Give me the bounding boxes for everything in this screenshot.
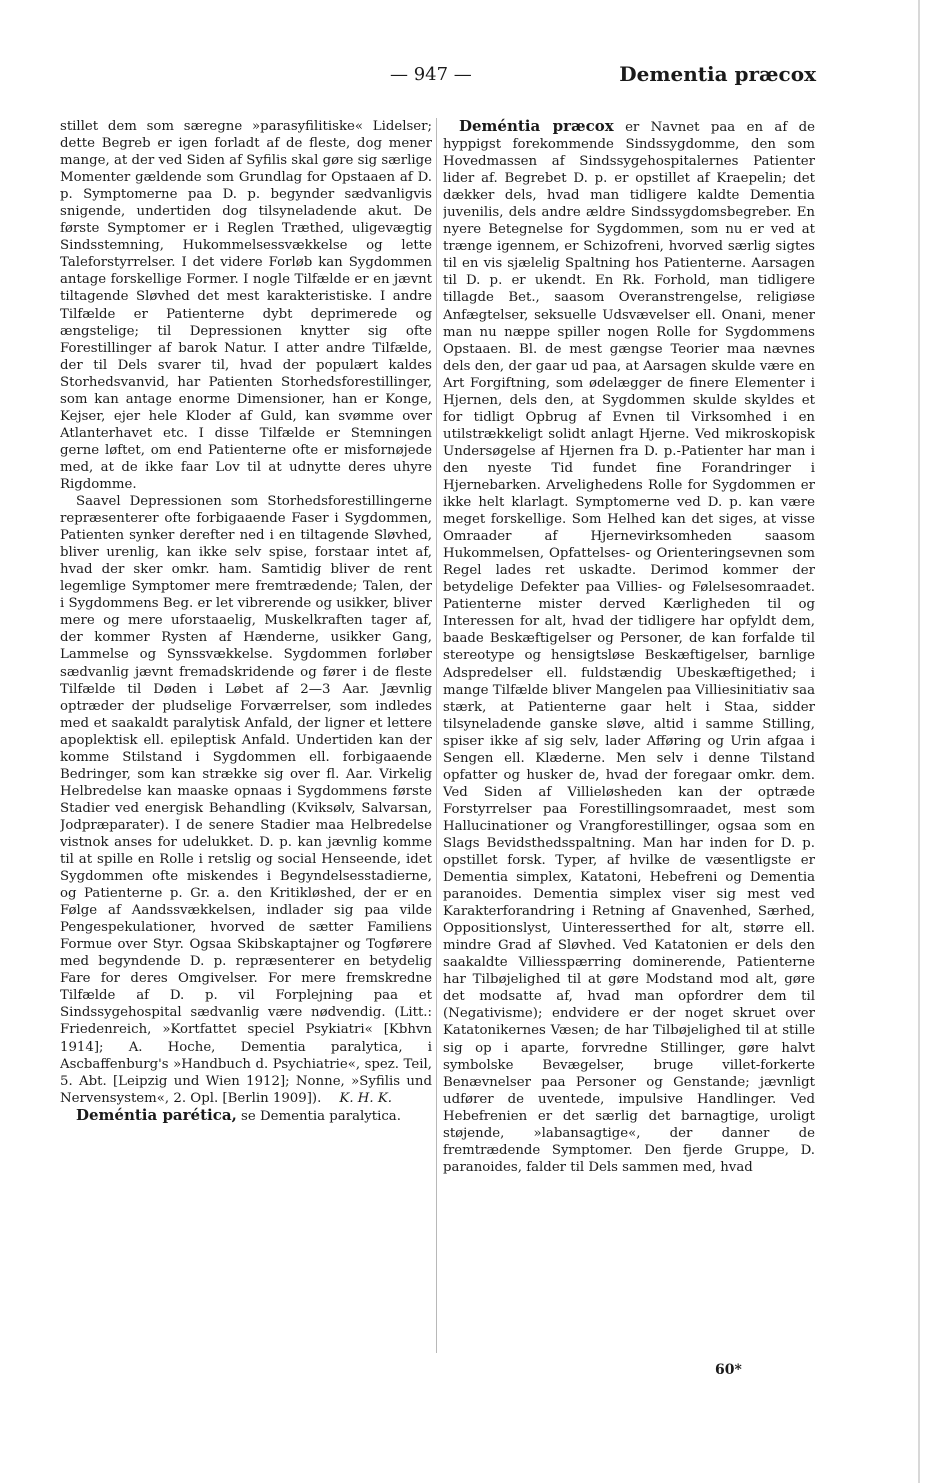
signature-mark: 60* — [715, 1362, 742, 1378]
entry-headword: Deméntia præcox — [459, 118, 614, 135]
page-header — [60, 62, 820, 92]
page-edge — [918, 0, 920, 1483]
entry-dementia-paretica — [60, 1107, 432, 1125]
column-divider — [436, 118, 437, 1353]
left-column — [60, 118, 432, 1368]
right-column — [443, 118, 815, 1368]
page-number: — 947 — — [390, 64, 472, 85]
paragraph: Saavel Depressionen som Storhedsforestillingerne repræsenterer ofte forbigaaende Faser i Sygdommen, Patienten synker derefter ned i en tiltagende Sløvhed, bliver urenlig, kan ikke selv spise, forstaar intet af, hvad der sker omkr. ham. Samtidig bliver de rent legemlige Symptomer mere fremtrædende; Talen, der i Sygdommens Beg. er let vibrerende og usikker, bliver mere og mere uforstaaelig, Muskelkraften tager af, der kommer Rysten af Hænderne, usikker Gang, Lammelse og Synssvækkelse. Sygdommen forløber sædvanlig jævnt fremadskridende og fører i de fleste Tilfælde til Døden i Løbet af 2—3 Aar. Jævnlig optræder der pludselige Forværrelser, som indledes med et saakaldt paralytisk Anfald, der ligner et lettere apoplektisk ell. epileptisk Anfald. Undertiden kan der komme Stilstand i Sygdommen ell. forbigaaende Bedringer, som kan strække sig over fl. Aar. Virkelig Helbredelse kan maaske opnaas i Sygdommens første Stadier ved energisk Behandling (Kviksølv, Salvarsan, Jodpræparater). I de senere Stadier maa Helbredelse vistnok anses for udelukket. D. p. kan jævnlig komme til at spille en Rolle i retslig og social Henseende, idet Sygdommen ofte miskendes i Begyndelsesstadierne, og Patienterne p. Gr. a. den Kritikløshed, der er en Følge af Aandssvækkelsen, indlader sig paa vilde Pengespekulationer, hvorved de sætter Familiens Formue over Styr. Ogsaa Skibskaptajner og Togførere med begyndende D. p. repræsenterer en betydelig Fare for deres Omgivelser. For mere fremskredne Tilfælde af D. p. vil Forplejning paa et Sindssygehospital sædvanlig være nødvendig. (Litt.: Friedenreich, »Kortfattet speciel Psykiatri« [Kbhvn 1914]; A. Hoche, Dementia paralytica, i Ascbaffenburg's »Handbuch d. Psychiatrie«, spez. Teil, 5. Abt. [Leipzig und Wien 1912]; Nonne, »Syfilis und Nervensystem«, 2. Opl. [Berlin 1909]). — [60, 494, 432, 1106]
running-head: Dementia præcox — [619, 62, 816, 86]
entry-dementia-praecox — [443, 118, 815, 1176]
paragraph: stillet dem som særegne »parasyfilitiske« Lidelser; dette Begreb er igen forladt af de fleste, dog mener mange, at der ved Siden af Syfilis skal gøre sig særlige Momenter gældende som Grundlag for Opstaaen af D. p. Symptomerne paa D. p. begynder sædvanligvis snigende, undertiden dog tilsyneladende akut. De første Symptomer er i Reglen Træthed, uligevægtig Sindsstemning, Hukommelsessvækkelse og lette Taleforstyrrelser. I det videre Forløb kan Sygdommen antage forskellige Former. I nogle Tilfælde er en jævnt tiltagende Sløvhed det mest karakteristiske. I andre Tilfælde er Patienterne dybt deprimerede og ængstelige; til Depressionen knytter sig ofte Forestillinger af barok Natur. I atter andre Tilfælde, der til Dels svarer til, hvad der populært kaldes Storhedsvanvid, har Patienten Storhedsforestillinger, som kan antage enorme Dimensioner, han er Konge, Kejser, ejer hele Kloder af Guld, kan svømme over Atlanterhavet etc. I disse Tilfælde er Stemningen gerne løftet, om end Patienterne ofte er misfornøjede med, at de ikke faar Lov til at udnytte deres uhyre Rigdomme. — [60, 119, 432, 492]
author-signature: K. H. K. — [339, 1090, 392, 1106]
entry-text: er Navnet paa en af de hyppigst forekommende Sindssygdomme, den som Hovedmassen af Sindssygehospitalernes Patienter lider af. Begrebet D. p. er opstillet af Kraepelin; det dækker dels, hvad man tidligere kaldte Dementia juvenilis, dels andre ældre Sindssygdomsbegreber. En nyere Betegnelse for Sygdommen, som nu er ved at trænge igennem, er Schizofreni, hvorved særlig sigtes til en vis sjælelig Spaltning hos Patienterne. Aarsagen til D. p. er ukendt. En Rk. Forhold, man tidligere tillagde Bet., saasom Overanstrengelse, religiøse Anfægtelser, seksuelle Udsvævelser ell. Onani, mener man nu næppe spiller nogen Rolle for Sygdommens Opstaaen. Bl. de mest gængse Teorier maa nævnes dels den, der gaar ud paa, at Aarsagen skulde være en Art Forgiftning, som ødelægger de finere Elementer i Hjernen, dels den, at Sygdommen skulde skyldes et for tidligt Opbrug af Evnen til Virksomhed i en utilstrækkeligt solidt anlagt Hjerne. Ved mikroskopisk Undersøgelse af Hjernen fra D. p.-Patienter har man i den nyeste Tid fundet fine Forandringer i Hjernebarken. Arvelighedens Rolle for Sygdommen er ikke helt klarlagt. Symptomerne ved D. p. kan være meget forskellige. Som Helhed kan det siges, at visse Omraader af Hjernevirksomheden saasom Hukommelsen, Opfattelses- og Orienteringsevnen som Regel lades ret uskadte. Derimod kommer der betydelige Defekter paa Villies- og Følelsesomraadet. Patienterne mister derved Kærligheden til og Interessen for alt, hvad der tidligere har opfyldt dem, baade Beskæftigelser og Personer, de kan forfalde til stereotype og hensigtsløse Beskæftigelser, barnlige Adspredelser ell. fuldstændig Ubeskæftigethed; i mange Tilfælde bliver Mangelen paa Villiesinitiativ saa stærk, at Patienterne gaar helt i Staa, sidder tilsyneladende ganske sløve, altid i samme Stilling, spiser ikke af sig selv, lader Afføring og Urin afgaa i Sengen ell. Klæderne. Men selv i denne Tilstand opfatter og husker de, hvad der foregaar omkr. dem. Ved Siden af Villieløsheden kan der optræde Forstyrrelser paa Forestillingsomraadet, mest som Hallucinationer og Vrangforestillinger, ogsaa som en Slags Bevidsthedsspaltning. Man har inden for D. p. opstillet forsk. Typer, af hvilke de væsentligste er Dementia simplex, Katatoni, Hebefreni og Dementia paranoides. Dementia simplex viser sig mest ved Karakterforandring i Retning af Gnavenhed, Særhed, Oppositionslyst, Uinteresserthed for alt, større ell. mindre Grad af Sløvhed. Ved Katatonien er dels den saakaldte Villiesspærring dominerende, Patienterne har Tilbøjelighed til at gøre Modstand mod alt, gøre det modsatte af, hvad man opfordrer dem til (Negativisme); endvidere er der noget skruet over Katatonikernes Væsen; de har Tilbøjelighed til at stille sig op i aparte, forvredne Stillinger, gøre halvt symbolske Bevægelser, bruge villet-forkerte Benævnelser paa Personer og Genstande; jævnligt udfører de uventede, impulsive Handlinger. Ved Hebefrenien er det særlig det barnagtige, uroligt støjende, »labansagtige«, der danner de fremtrædende Symptomer. Den fjerde Gruppe, D. paranoides, falder til Dels sammen med, hvad — [443, 120, 815, 1175]
entry-headword: Deméntia parética, — [76, 1105, 237, 1124]
cross-reference: se Dementia paralytica. — [241, 1108, 401, 1124]
